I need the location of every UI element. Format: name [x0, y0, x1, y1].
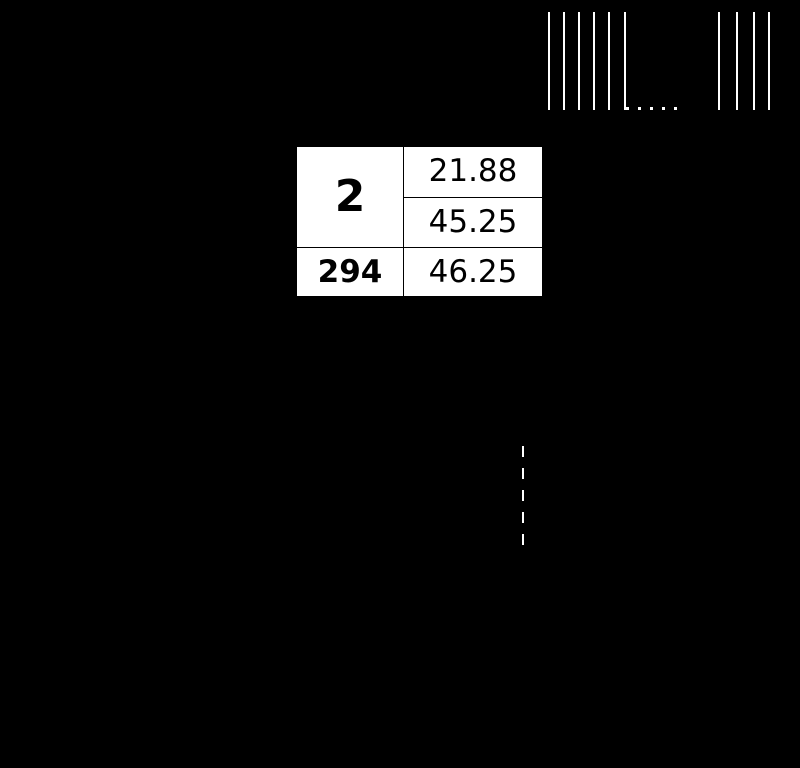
vertical-line-1	[548, 12, 550, 110]
table-row	[297, 248, 543, 297]
vertical-line-10	[768, 12, 770, 110]
value-cell-3: 46.25	[404, 248, 543, 297]
vertical-line-2	[563, 12, 565, 110]
data-table	[296, 146, 543, 297]
value-cell-2: 45.25	[404, 197, 543, 248]
dot	[638, 107, 641, 110]
dot	[626, 107, 629, 110]
dot	[674, 107, 677, 110]
vertical-line-3	[578, 12, 580, 110]
vertical-line-6	[624, 12, 626, 110]
merged-left-cell: 2	[297, 147, 404, 248]
vertical-line-4	[593, 12, 595, 110]
dotted-separator	[626, 107, 677, 110]
dot	[650, 107, 653, 110]
vertical-line-group	[548, 12, 770, 110]
table-row	[297, 147, 543, 198]
dot	[662, 107, 665, 110]
vertical-line-8	[736, 12, 738, 110]
dashed-vertical-line	[522, 446, 524, 554]
vertical-line-9	[753, 12, 755, 110]
bottom-left-cell: 294	[297, 248, 404, 297]
value-cell-1: 21.88	[404, 147, 543, 198]
vertical-line-7	[718, 12, 720, 110]
data-table-panel	[296, 146, 543, 297]
vertical-line-5	[608, 12, 610, 110]
